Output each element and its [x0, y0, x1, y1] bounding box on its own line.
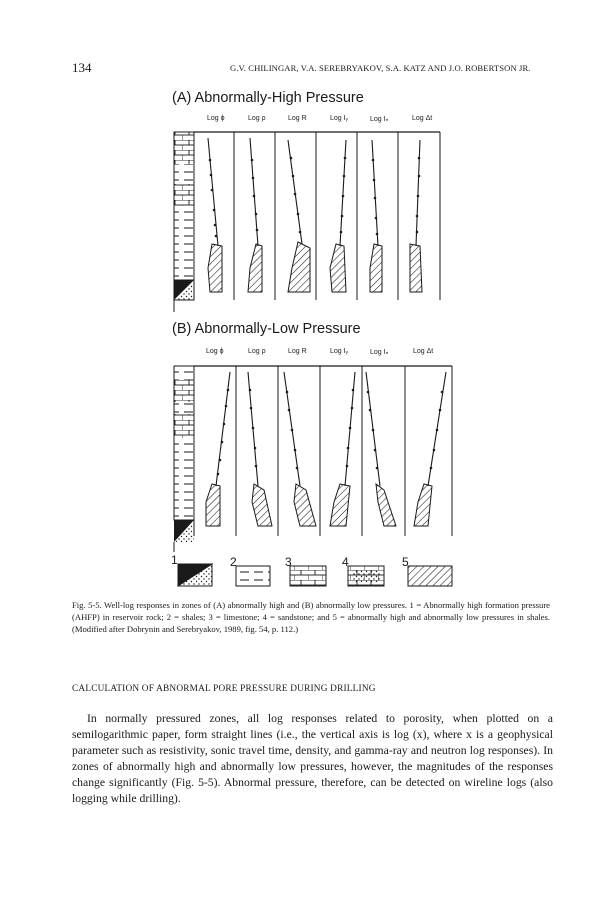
- section-heading: CALCULATION OF ABNORMAL PORE PRESSURE DURING DRILLING: [72, 684, 376, 694]
- panel-a-log-tracks: [194, 132, 440, 300]
- panel-a-log-label-3: Log R: [288, 115, 307, 122]
- legend-number-1: 1: [171, 553, 178, 567]
- legend-swatch-limestone: [290, 566, 326, 586]
- page-number: 134: [72, 60, 92, 75]
- panel-a-log-label-2: Log ρ: [248, 115, 266, 122]
- panel-a-log-label-4: Log Iᵧ: [330, 115, 348, 122]
- panel-a-log-label-5: Log Iₙ: [370, 116, 389, 123]
- legend-swatches: [178, 564, 452, 586]
- legend-number-3: 3: [285, 555, 292, 569]
- panel-a-log-label-1: Log ϕ: [207, 115, 225, 122]
- panel-b-title: (B) Abnormally-Low Pressure: [172, 321, 361, 337]
- legend-number-2: 2: [230, 555, 237, 569]
- panel-b-log-label-1: Log ϕ: [206, 348, 224, 355]
- body-paragraph: In normally pressured zones, all log responses related to porosity, when plotted on a semilogarithmic paper, form straight lines (i.e., the vertical axis is log (x), where x is a geophysical parameter such as resistivity, sonic travel time, density, and gamma-ray and neutron log responses). In zones of abnormally high and abnormally low pressures, however, the magnitudes of the responses change significantly (Fig. 5-5). Abnormal pressure, therefore, can be detected on wireline logs (also logging while drilling).: [72, 712, 553, 805]
- panel-a-data-points: [209, 157, 421, 238]
- legend-swatch-abnormal-pressure-shale: [408, 566, 452, 586]
- legend-swatch-sandstone: [348, 566, 384, 586]
- panel-a-log-label-6: Log Δt: [412, 115, 433, 122]
- panel-b-log-label-3: Log R: [288, 348, 307, 355]
- panel-b-log-tracks: [194, 366, 452, 536]
- legend-number-5: 5: [402, 555, 409, 569]
- legend-swatch-reservoir: [178, 564, 212, 586]
- panel-b-log-label-5: Log Iₙ: [370, 349, 389, 356]
- running-head: G.V. CHILINGAR, V.A. SEREBRYAKOV, S.A. KATZ AND J.O. ROBERTSON JR.: [230, 63, 531, 73]
- panel-a-lithology-column: [174, 132, 194, 312]
- legend-number-4: 4: [342, 555, 349, 569]
- legend-swatch-shale: [236, 566, 270, 586]
- panel-b-log-label-6: Log Δt: [413, 348, 434, 355]
- panel-b-log-label-4: Log Iᵧ: [330, 348, 348, 355]
- panel-a-title: (A) Abnormally-High Pressure: [172, 90, 364, 106]
- panel-b-lithology-column: [174, 366, 194, 552]
- panel-b-log-label-2: Log ρ: [248, 348, 266, 355]
- figure-caption: Fig. 5-5. Well-log responses in zones of (A) abnormally high and (B) abnormally low pressures. 1 = Abnormally high formation pressure (AHFP) in reservoir rock; 2 = shales; 3 = limestone; 4 = sandstone; and 5 = abnormally high and abnormally low pressures in shales. (Modified after Dobrynin and Serebryakov, 1989, fig. 54, p. 112.): [72, 600, 550, 634]
